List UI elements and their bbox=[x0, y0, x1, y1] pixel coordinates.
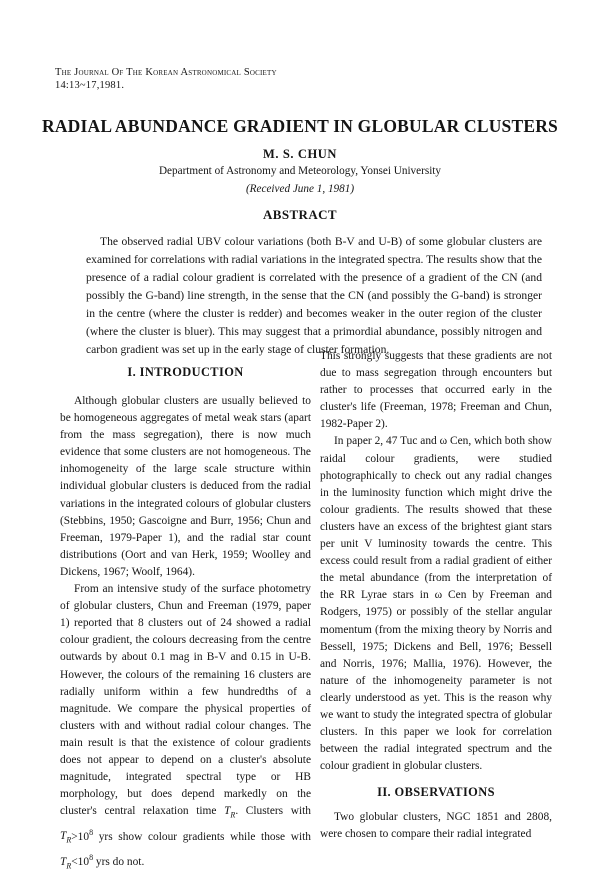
intro-paragraph-2-tail-b: yrs show colour gradients while those with bbox=[93, 830, 311, 843]
intro-paragraph-3: This strongly suggests that these gradients are not due to mass segregation through encounters but rather to processes that occurred early in the cluster's life (Freeman, 1978; Freeman and Chun, 1982-Paper 2). bbox=[320, 350, 552, 431]
abstract-heading: ABSTRACT bbox=[263, 207, 337, 222]
abstract-text: The observed radial UBV colour variations (both B-V and U-B) of some globular clusters are examined for correlations with radial variations in the integrated spectra. The results show that the presence of a radial colour gradient is correlated with the presence of a gradient of the CN (and possibly the G-band) line strength, in the sense that the CN (and possibly the G-band) is stronger in the centre (where the cluster is redder) and becomes weaker in the outer region of the cluster (where the cluster is bluer). This may suggest that a primordial abundance, possibly nitrogen and carbon gradient was set up in the early stage of cluster formation. bbox=[86, 235, 542, 356]
left-column bbox=[60, 364, 311, 874]
author: M. S. CHUN bbox=[262, 147, 338, 161]
paper-title: RADIAL ABUNDANCE GRADIENT IN GLOBULAR CLUSTERS bbox=[42, 116, 558, 136]
t-r-symbol: $T_R$ bbox=[224, 805, 236, 820]
intro-paragraph-2: From an intensive study of the surface photometry of globular clusters, Chun and Freeman (1979, paper 1) reported that 8 clusters out of 24 showed a radial colour gradient, the colours decreasing from the centre outwards by about 0.1 mag in B-V and 0.15 in U-B. However, the colours of the remaining 16 clusters are radially uniform within a few hundredths of a magnitude. We compare the physical properties of clusters with and without radial colour changes. The main result is that the existence of colour gradients does not appear to depend on a cluster's absolute magnitude, integrated spectral type or HB morphology, but does depend markedly on the cluster's central relaxation time $T_R$. Clusters with $T_R>10^8$ yrs show colour gradients while those with $T_R<10^8$ yrs do not. bbox=[60, 583, 311, 870]
section-heading-introduction: I. INTRODUCTION bbox=[127, 365, 244, 379]
affiliation: Department of Astronomy and Meteorology, Yonsei University bbox=[158, 165, 442, 177]
journal-name: The Journal Of The Korean Astronomical Society bbox=[55, 67, 277, 78]
intro-paragraph-2-body: From an intensive study of the surface photometry of globular clusters, Chun and Freeman (1979, paper 1) reported that 8 clusters out of 24 showed a radial colour gradient, the colours decreasing from the centre outwards by about 0.1 mag in B-V and 0.15 in U-B. However, the colours of the remaining 16 clusters are radially uniform within a few hundredths of a magnitude. We compare the physical properties of clusters with and without radial colour changes. The main result is that the existence of colour gradients does not appear to depend on a cluster's absolute magnitude, integrated spectral type or HB morphology, but does depend markedly on the cluster's central relaxation time bbox=[60, 583, 311, 818]
right-column bbox=[320, 348, 552, 844]
intro-paragraph-2-tail-a: Clusters with bbox=[238, 805, 311, 818]
t-r-symbol: $T_R$ bbox=[60, 855, 72, 870]
intro-paragraph-2-tail-c: yrs do not. bbox=[93, 855, 145, 868]
journal-header bbox=[55, 66, 277, 92]
received-date: (Received June 1, 1981) bbox=[245, 183, 355, 195]
observations-paragraph-1: Two globular clusters, NGC 1851 and 2808, were chosen to compare their radial integrated bbox=[320, 811, 552, 841]
section-heading-observations: II. OBSERVATIONS bbox=[377, 785, 495, 800]
intro-paragraph-4: In paper 2, 47 Tuc and ω Cen, which both show raidal colour gradients, were studied photographically to check out any radial changes in the luminosity function which might drive the colour gradients. The results showed that these clusters have an excess of the brightest giant stars per unit V luminosity towards the centre. This excess could result from a radial gradient of either the metal abundance (from the interpretation of the RR Lyrae stars in ω Cen by Freeman and Rodgers, 1975) or possibly of the stellar angular momentum (from the mixing theory by Norris and Bessell, 1975; Dickens and Bell, 1976; Bessell and Norris, 1976; Mallia, 1976). However, the nature of the inhomogeneity parameter is not clearly understood as yet. This is the reason why we want to study the integrated spectra of globular clusters. In this paper we look for correlation between the radial integrated spectrum and the colour gradient in globular clusters. bbox=[320, 435, 552, 773]
intro-paragraph-1: Although globular clusters are usually believed to be homogeneous aggregates of metal weak stars (apart from the mass segregation), there is now much evidence that some clusters are not homogeneous. The inhomogeneity of the large scale structure within individual globular clusters is deduced from the radial variations in the integrated colours of globular clusters (Stebbins, 1950; Gascoigne and Burr, 1956; Chun and Freeman, 1979-Paper 1), and the radial star count distributions (Oort and van Herk, 1959; Woolley and Dickens, 1967; Woolf, 1964). bbox=[60, 395, 311, 578]
journal-volume: 14:13~17,1981. bbox=[55, 80, 125, 91]
t-r-symbol: $T_R$ bbox=[60, 830, 72, 845]
